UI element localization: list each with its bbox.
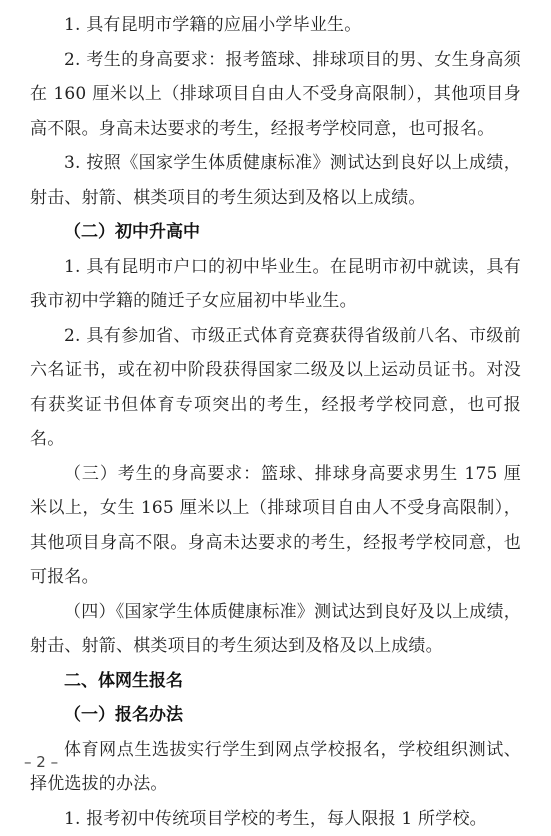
page-number: – 2 –: [24, 753, 58, 771]
section-heading-registration: 二、体网生报名: [0, 664, 551, 699]
paragraph-fitness-standard: 3. 按照《国家学生体质健康标准》测试达到良好以上成绩，射击、射箭、棋类项目的考生须达到及格以上成绩。: [0, 146, 551, 215]
subheading-registration-method: （一）报名办法: [0, 698, 551, 733]
paragraph-eligibility-1: 1. 具有昆明市学籍的应届小学毕业生。: [0, 8, 551, 43]
subheading-middle-to-high: （二）初中升高中: [0, 215, 551, 250]
paragraph-hukou-requirement: 1. 具有昆明市户口的初中毕业生。在昆明市初中就读，具有我市初中学籍的随迁子女应届初中毕业生。: [0, 250, 551, 319]
paragraph-height-requirement-high: （三）考生的身高要求：篮球、排球身高要求男生 175 厘米以上，女生 165 厘米以上（排球项目自由人不受身高限制），其他项目身高不限。身高未达要求的考生，经报考学校同意，也可报名。: [0, 457, 551, 595]
paragraph-selection-method: 体育网点生选拔实行学生到网点学校报名，学校组织测试、择优选拔的办法。: [0, 733, 551, 802]
paragraph-height-requirement: 2. 考生的身高要求：报考篮球、排球项目的男、女生身高须在 160 厘米以上（排球项目自由人不受身高限制），其他项目身高不限。身高未达要求的考生，经报考学校同意，也可报名。: [0, 43, 551, 147]
paragraph-competition-certificate: 2. 具有参加省、市级正式体育竞赛获得省级前八名、市级前六名证书，或在初中阶段获得国家二级及以上运动员证书。对没有获奖证书但体育专项突出的考生，经报考学校同意，也可报名。: [0, 319, 551, 457]
paragraph-fitness-standard-high: （四）《国家学生体质健康标准》测试达到良好及以上成绩，射击、射箭、棋类项目的考生须达到及格及以上成绩。: [0, 595, 551, 664]
paragraph-school-limit: 1. 报考初中传统项目学校的考生，每人限报 1 所学校。: [0, 802, 551, 836]
